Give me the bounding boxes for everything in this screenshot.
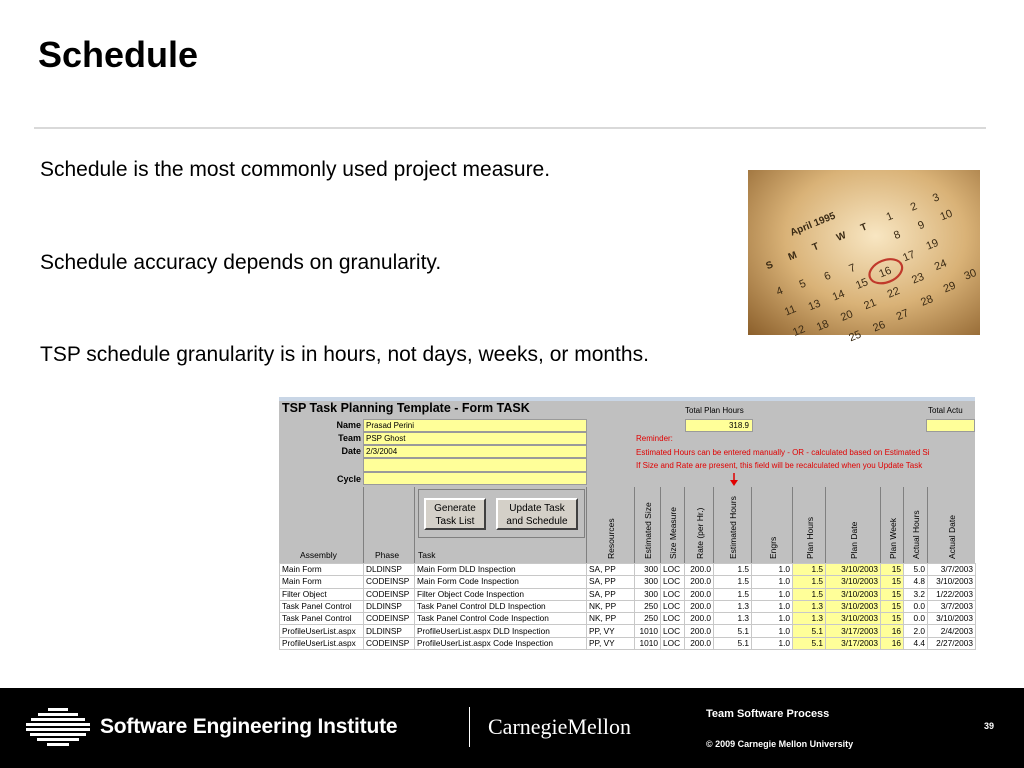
down-arrow-icon — [729, 473, 739, 487]
table-cell[interactable]: 1.5 — [793, 564, 826, 576]
table-cell[interactable]: 3/7/2003 — [928, 600, 976, 612]
table-cell[interactable]: LOC — [661, 613, 685, 625]
table-cell[interactable]: NK, PP — [587, 613, 635, 625]
table-cell[interactable]: 1/22/2003 — [928, 588, 976, 600]
table-row — [280, 564, 976, 576]
generate-button-line-1: Generate — [434, 503, 476, 514]
table-cell[interactable]: 1.0 — [752, 600, 793, 612]
total-plan-hours-label: Total Plan Hours — [685, 406, 744, 415]
table-cell[interactable]: 3/17/2003 — [826, 625, 881, 637]
col-resources — [586, 487, 635, 563]
table-cell[interactable]: 200.0 — [685, 625, 714, 637]
table-cell[interactable]: 200.0 — [685, 564, 714, 576]
table-cell[interactable]: 1010 — [635, 625, 661, 637]
col-label-assembly: Assembly — [300, 550, 337, 560]
calendar-number: 22 — [885, 285, 902, 301]
calendar-number: 12 — [791, 323, 807, 339]
table-cell[interactable]: 1.5 — [793, 576, 826, 588]
table-cell[interactable]: DLDINSP — [364, 564, 415, 576]
table-cell[interactable]: CODEINSP — [364, 613, 415, 625]
calendar-number: 20 — [838, 308, 855, 324]
table-cell[interactable]: PP, VY — [587, 625, 635, 637]
sei-logo-icon — [26, 707, 92, 749]
bullet-3: TSP schedule granularity is in hours, not days, weeks, or months. — [40, 343, 649, 366]
table-cell[interactable]: 5.1 — [714, 637, 752, 649]
table-row — [280, 576, 976, 588]
cycle-field[interactable] — [363, 472, 587, 485]
col-label-estimated-size: Estimated Size — [643, 502, 653, 559]
total-actual-value — [926, 419, 975, 432]
col-label-actual-date: Actual Date — [947, 515, 957, 559]
calendar-number: 9 — [916, 218, 927, 233]
calendar-number: 26 — [871, 318, 888, 335]
col-label-estimated-hours: Estimated Hours — [728, 496, 738, 559]
calendar-number: 30 — [962, 266, 979, 283]
table-cell[interactable]: ProfileUserList.aspx — [280, 637, 364, 649]
table-cell[interactable]: ProfileUserList.aspx — [280, 625, 364, 637]
col-plan-date — [825, 487, 881, 563]
cmu-name: CarnegieMellon — [488, 714, 631, 739]
table-cell[interactable]: 1.0 — [752, 613, 793, 625]
calendar-number: 4 — [774, 284, 785, 299]
table-cell[interactable]: 250 — [635, 613, 661, 625]
date-field[interactable]: 2/3/2004 — [363, 445, 587, 458]
table-cell[interactable]: 3/10/2003 — [826, 564, 881, 576]
calendar-number: 3 — [931, 191, 942, 205]
table-cell[interactable]: Task Panel Control — [280, 600, 364, 612]
date-label: Date — [341, 446, 361, 456]
calendar-number: 25 — [847, 328, 864, 345]
table-cell[interactable]: CODEINSP — [364, 588, 415, 600]
calendar-number: 6 — [822, 269, 833, 284]
team-label: Team — [338, 433, 361, 443]
col-engrs — [751, 487, 793, 563]
col-rate — [684, 487, 714, 563]
table-cell[interactable]: 1.5 — [793, 588, 826, 600]
col-label-phase: Phase — [375, 550, 400, 560]
total-plan-hours-value: 318.9 — [685, 419, 753, 432]
table-cell[interactable]: 2/27/2003 — [928, 637, 976, 649]
calendar-number: 27 — [894, 307, 911, 323]
course-name: Team Software Process — [706, 708, 830, 720]
reminder-heading: Reminder: — [636, 434, 673, 443]
calendar-number: 17 — [901, 248, 917, 265]
footer-bar — [0, 688, 1024, 768]
col-actual-hours — [903, 487, 928, 563]
table-cell[interactable]: 250 — [635, 600, 661, 612]
table-cell[interactable]: LOC — [661, 625, 685, 637]
table-cell[interactable]: LOC — [661, 564, 685, 576]
table-cell[interactable]: 300 — [635, 588, 661, 600]
table-cell[interactable]: 1.0 — [752, 588, 793, 600]
table-cell[interactable]: 200.0 — [685, 613, 714, 625]
table-cell[interactable]: 1.5 — [714, 576, 752, 588]
col-label-size-measure: Size Measure — [668, 507, 678, 559]
sei-name: Software Engineering Institute — [100, 715, 398, 738]
table-cell[interactable]: 1010 — [635, 637, 661, 649]
table-cell[interactable]: 200.0 — [685, 576, 714, 588]
table-cell[interactable]: 5.0 — [904, 564, 928, 576]
calendar-number: 19 — [924, 236, 941, 253]
col-label-resources: Resources — [606, 518, 616, 559]
table-row — [280, 613, 976, 625]
table-cell[interactable]: 5.1 — [793, 625, 826, 637]
blank-field[interactable] — [363, 458, 587, 472]
col-size-measure — [660, 487, 685, 563]
table-cell[interactable]: ProfileUserList.aspx Code Inspection — [415, 637, 587, 649]
calendar-number: 8 — [892, 228, 903, 243]
calendar-month: April 1995 — [788, 210, 838, 239]
table-cell[interactable]: Task Panel Control Code Inspection — [415, 613, 587, 625]
table-row — [280, 600, 976, 612]
table-row — [280, 588, 976, 600]
col-label-actual-hours: Actual Hours — [911, 510, 921, 559]
table-cell[interactable]: 1.3 — [714, 613, 752, 625]
table-cell[interactable]: Main Form DLD Inspection — [415, 564, 587, 576]
calendar-number: 13 — [806, 297, 823, 314]
reminder-line-1: Estimated Hours can be entered manually - OR - calculated based on Estimated Si — [636, 448, 930, 457]
name-label: Name — [336, 420, 361, 430]
table-cell[interactable]: LOC — [661, 600, 685, 612]
table-cell[interactable]: Task Panel Control — [280, 613, 364, 625]
table-cell[interactable]: PP, VY — [587, 637, 635, 649]
calendar-photo — [748, 170, 980, 345]
cycle-label: Cycle — [336, 474, 361, 484]
col-task — [414, 487, 587, 563]
col-phase — [363, 487, 415, 563]
calendar-number: 11 — [782, 303, 798, 319]
col-plan-hours — [792, 487, 826, 563]
table-cell[interactable]: SA, PP — [587, 564, 635, 576]
total-actual-label: Total Actu — [928, 406, 963, 415]
table-cell[interactable]: Filter Object Code Inspection — [415, 588, 587, 600]
table-cell[interactable]: 200.0 — [685, 600, 714, 612]
table-cell[interactable]: 3/10/2003 — [928, 613, 976, 625]
calendar-number: 18 — [814, 317, 831, 334]
calendar-number: 16 — [877, 264, 894, 281]
table-cell[interactable]: ProfileUserList.aspx DLD Inspection — [415, 625, 587, 637]
table-cell[interactable]: 1.5 — [714, 564, 752, 576]
table-cell[interactable]: DLDINSP — [364, 600, 415, 612]
update-button-line-2: and Schedule — [506, 516, 568, 527]
table-cell[interactable]: CODEINSP — [364, 576, 415, 588]
table-cell[interactable]: 2/4/2003 — [928, 625, 976, 637]
table-cell[interactable]: 3/10/2003 — [826, 588, 881, 600]
table-cell[interactable]: 4.8 — [904, 576, 928, 588]
table-cell[interactable]: 1.3 — [793, 600, 826, 612]
calendar-number: 24 — [932, 257, 949, 274]
table-cell[interactable]: Main Form — [280, 564, 364, 576]
col-actual-date — [927, 487, 976, 563]
table-cell[interactable]: 5.1 — [793, 637, 826, 649]
table-cell[interactable]: NK, PP — [587, 600, 635, 612]
table-cell[interactable]: 200.0 — [685, 588, 714, 600]
calendar-day-header: S — [764, 259, 775, 273]
calendar-number: 21 — [862, 296, 879, 313]
table-cell[interactable]: CODEINSP — [364, 637, 415, 649]
table-cell[interactable]: 1.5 — [714, 588, 752, 600]
table-cell[interactable]: 15 — [881, 588, 904, 600]
calendar-number: 23 — [910, 270, 926, 287]
table-cell[interactable]: 16 — [881, 637, 904, 649]
table-cell[interactable]: 15 — [881, 613, 904, 625]
calendar-number: 5 — [797, 277, 808, 292]
table-cell[interactable]: Filter Object — [280, 588, 364, 600]
table-cell[interactable]: 0.0 — [904, 600, 928, 612]
table-row — [280, 637, 976, 649]
update-button-line-1: Update Task — [509, 503, 565, 514]
title-divider — [34, 127, 986, 129]
table-cell[interactable]: 1.0 — [752, 564, 793, 576]
table-cell[interactable]: SA, PP — [587, 588, 635, 600]
calendar-number: 29 — [941, 279, 958, 296]
task-table — [279, 563, 976, 650]
table-cell[interactable]: 3/10/2003 — [928, 576, 976, 588]
table-cell[interactable]: 16 — [881, 625, 904, 637]
table-cell[interactable]: LOC — [661, 637, 685, 649]
table-cell[interactable]: SA, PP — [587, 576, 635, 588]
table-cell[interactable]: 15 — [881, 600, 904, 612]
table-row — [280, 625, 976, 637]
slide-title: Schedule — [38, 34, 199, 75]
copyright: © 2009 Carnegie Mellon University — [706, 739, 854, 749]
table-cell[interactable]: 15 — [881, 576, 904, 588]
calendar-number: 7 — [847, 261, 858, 276]
bullet-2: Schedule accuracy depends on granularity. — [40, 251, 442, 274]
footer-divider — [469, 707, 470, 747]
table-cell[interactable]: 2.0 — [904, 625, 928, 637]
table-cell[interactable]: Main Form Code Inspection — [415, 576, 587, 588]
table-cell[interactable]: 4.4 — [904, 637, 928, 649]
calendar-number: 28 — [919, 293, 935, 309]
table-cell[interactable]: 200.0 — [685, 637, 714, 649]
table-cell[interactable]: 1.3 — [714, 600, 752, 612]
table-cell[interactable]: 3/10/2003 — [826, 613, 881, 625]
table-cell[interactable]: 300 — [635, 564, 661, 576]
table-cell[interactable]: 1.0 — [752, 625, 793, 637]
calendar-day-header: T — [810, 240, 821, 254]
table-cell[interactable]: 5.1 — [714, 625, 752, 637]
table-cell[interactable]: 3.2 — [904, 588, 928, 600]
table-cell[interactable]: 0.0 — [904, 613, 928, 625]
col-label-plan-date: Plan Date — [848, 521, 859, 559]
bullet-1: Schedule is the most commonly used project measure. — [40, 158, 551, 181]
team-field[interactable]: PSP Ghost — [363, 432, 587, 445]
name-field[interactable]: Prasad Perini — [363, 419, 587, 432]
table-cell[interactable]: 3/7/2003 — [928, 564, 976, 576]
table-cell[interactable]: LOC — [661, 576, 685, 588]
col-assembly — [279, 487, 363, 563]
table-cell[interactable]: 1.0 — [752, 576, 793, 588]
calendar-number: 2 — [908, 200, 919, 214]
generate-button-line-2: Task List — [435, 516, 475, 527]
col-label-rate: Rate (per Hr.) — [694, 507, 705, 559]
table-cell[interactable]: 3/10/2003 — [826, 576, 881, 588]
calendar-number: 15 — [854, 276, 870, 292]
table-cell[interactable]: 3/10/2003 — [826, 600, 881, 612]
col-label-task: Task — [418, 550, 436, 560]
table-cell[interactable]: 3/17/2003 — [826, 637, 881, 649]
reminder-line-2: If Size and Rate are present, this field will be recalculated when you Update Task — [636, 461, 923, 470]
col-estimated-size — [634, 487, 661, 563]
calendar-day-header: W — [834, 229, 848, 244]
spreadsheet-title: TSP Task Planning Template - Form TASK — [282, 401, 530, 415]
table-cell[interactable]: DLDINSP — [364, 625, 415, 637]
calendar-day-header: M — [786, 249, 799, 264]
table-cell[interactable]: LOC — [661, 588, 685, 600]
col-label-plan-week: Plan Week — [887, 518, 898, 559]
col-label-plan-hours: Plan Hours — [804, 516, 815, 559]
calendar-number: 1 — [884, 210, 895, 224]
calendar-day-header: T — [859, 221, 869, 234]
calendar-number: 14 — [830, 287, 847, 304]
task-planning-spreadsheet — [279, 397, 975, 662]
col-label-engrs: Engrs — [767, 536, 778, 559]
table-cell[interactable]: 1.0 — [752, 637, 793, 649]
table-cell[interactable]: 1.3 — [793, 613, 826, 625]
table-cell[interactable]: Task Panel Control DLD Inspection — [415, 600, 587, 612]
table-cell[interactable]: Main Form — [280, 576, 364, 588]
col-plan-week — [880, 487, 904, 563]
table-cell[interactable]: 15 — [881, 564, 904, 576]
page-number: 39 — [984, 721, 995, 731]
table-cell[interactable]: 300 — [635, 576, 661, 588]
col-estimated-hours — [713, 487, 752, 563]
calendar-number: 10 — [938, 207, 955, 224]
